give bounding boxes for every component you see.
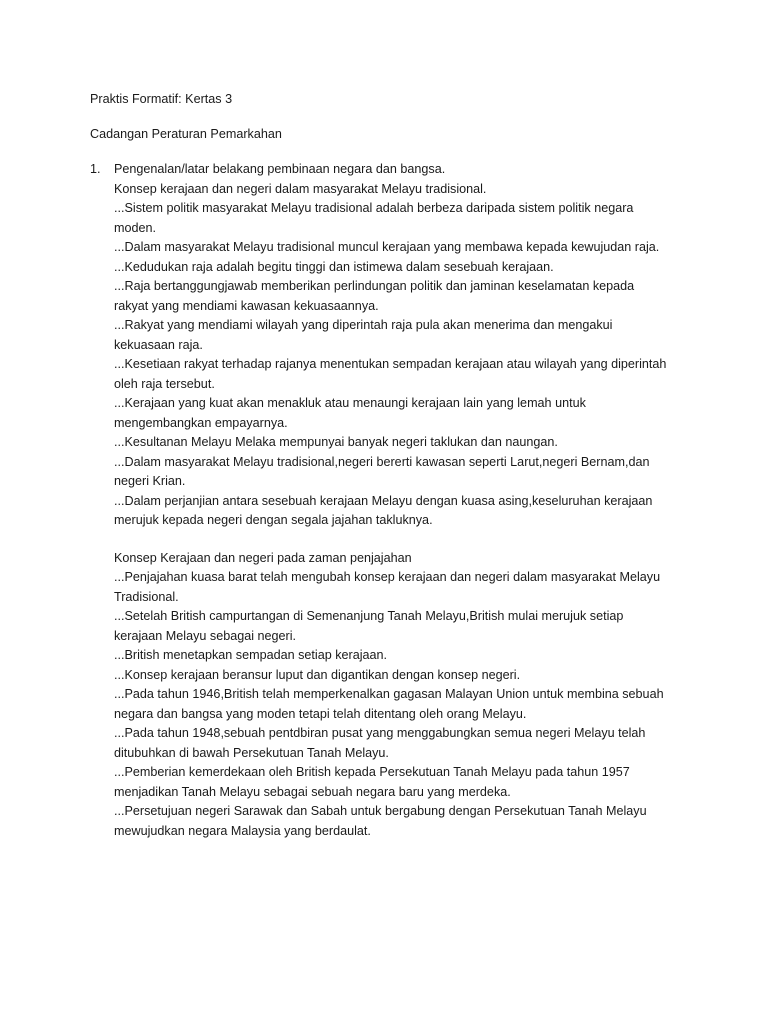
item-number: 1. (90, 162, 101, 176)
section1-point: ...Kerajaan yang kuat akan menakluk atau menaungi kerajaan lain yang lemah untuk mengembangkan empayarnya. (114, 396, 586, 430)
section1-point: ...Rakyat yang mendiami wilayah yang diperintah raja pula akan menerima dan mengakui kekuasaan raja. (114, 318, 613, 352)
section2-point: ...Pemberian kemerdekaan oleh British kepada Persekutuan Tanah Melayu pada tahun 1957 menjadikan Tanah Melayu sebagai sebuah negara baru yang merdeka. (114, 765, 630, 799)
section1-point: ...Sistem politik masyarakat Melayu tradisional adalah berbeza daripada sistem politik negara moden. (114, 201, 634, 235)
section2-point: ...Setelah British campurtangan di Semenanjung Tanah Melayu,British mulai merujuk setiap kerajaan Melayu sebagai negeri. (114, 609, 624, 643)
item-heading: Pengenalan/latar belakang pembinaan negara dan bangsa. (114, 162, 446, 176)
document-subtitle: Cadangan Peraturan Pemarkahan (90, 126, 282, 141)
section2-point: ...Pada tahun 1948,sebuah pentdbiran pusat yang menggabungkan semua negeri Melayu telah ditubuhkan di bawah Persekutuan Tanah Melayu. (114, 726, 646, 760)
section1-point: ...Kesultanan Melayu Melaka mempunyai banyak negeri taklukan dan naungan. (114, 435, 558, 449)
document-title: Praktis Formatif: Kertas 3 (90, 92, 233, 106)
section1-point: ...Dalam perjanjian antara sesebuah kerajaan Melayu dengan kuasa asing,keseluruhan kerajaan merujuk kepada negeri dengan segala jajahan takluknya. (114, 493, 653, 527)
section2-point: ...Konsep kerajaan beransur luput dan digantikan dengan konsep negeri. (114, 667, 521, 682)
section1-point: ...Dalam masyarakat Melayu tradisional muncul kerajaan yang membawa kepada kewujudan raja. (114, 240, 660, 254)
section1-point: ...Dalam masyarakat Melayu tradisional,negeri bererti kawasan seperti Larut,negeri Bernam,dan negeri Krian. (114, 454, 650, 488)
section1-heading: Konsep kerajaan dan negeri dalam masyarakat Melayu tradisional. (114, 181, 487, 196)
section2-point: ...British menetapkan sempadan setiap kerajaan. (114, 648, 388, 662)
section1-point: ...Kesetiaan rakyat terhadap rajanya menentukan sempadan kerajaan atau wilayah yang diperintah oleh raja tersebut. (114, 357, 667, 391)
section2-point: ...Persetujuan negeri Sarawak dan Sabah untuk bergabung dengan Persekutuan Tanah Melayu mewujudkan negara Malaysia yang berdaulat. (114, 804, 647, 838)
section2-heading: Konsep Kerajaan dan negeri pada zaman penjajahan (114, 550, 412, 565)
section2-point: ...Penjajahan kuasa barat telah mengubah konsep kerajaan dan negeri dalam masyarakat Melayu Tradisional. (114, 570, 661, 604)
section1-point: ...Kedudukan raja adalah begitu tinggi dan istimewa dalam sesebuah kerajaan. (114, 259, 554, 274)
numbered-item-1 (90, 160, 670, 841)
section1-point: ...Raja bertanggungjawab memberikan perlindungan politik dan jaminan keselamatan kepada rakyat yang mendiami kawasan kekuasaannya. (114, 279, 635, 313)
document-body (90, 90, 670, 841)
section2-point: ...Pada tahun 1946,British telah memperkenalkan gagasan Malayan Union untuk membina sebuah negara dan bangsa yang moden tetapi telah ditentang oleh orang Melayu. (114, 687, 664, 721)
